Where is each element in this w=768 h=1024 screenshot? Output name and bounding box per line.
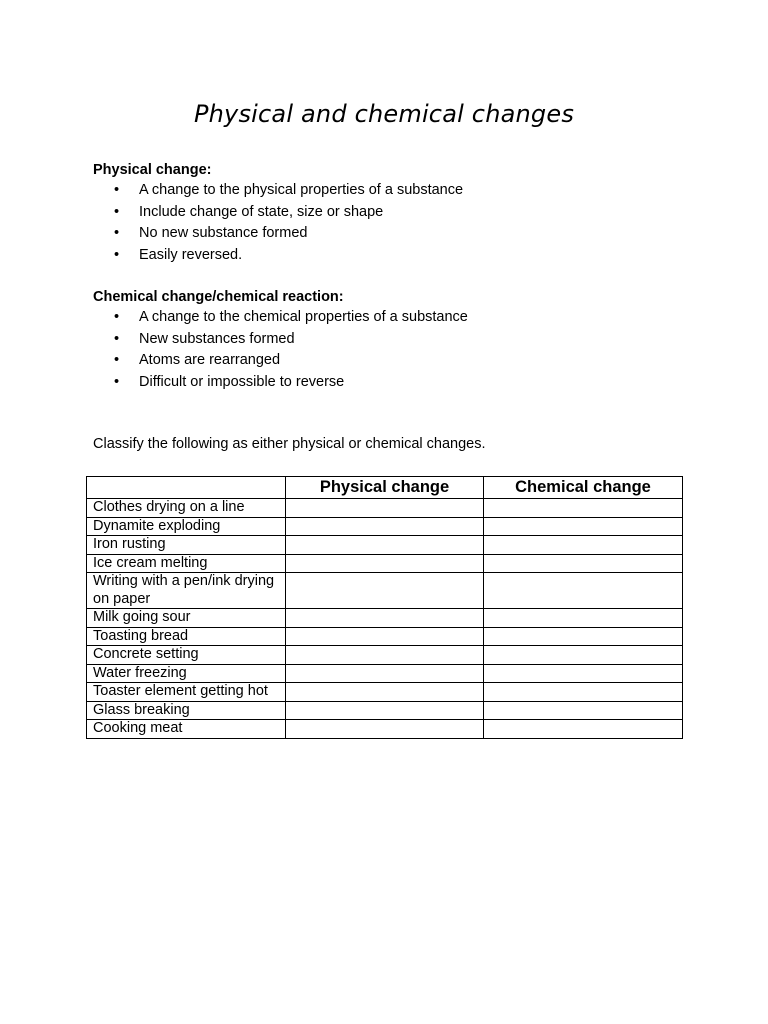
- table-row: [87, 720, 683, 739]
- table-row: [87, 573, 683, 609]
- row-label: Concrete setting: [87, 646, 286, 665]
- bullet-icon: •: [114, 309, 120, 325]
- list-item-text: Include change of state, size or shape: [139, 203, 384, 220]
- bullet-icon: •: [114, 203, 120, 220]
- row-label: Dynamite exploding: [87, 517, 286, 536]
- table-row: [87, 499, 683, 518]
- table-row: [87, 683, 683, 702]
- chemical-answer-cell[interactable]: [484, 664, 683, 683]
- physical-answer-cell[interactable]: [286, 646, 484, 665]
- chemical-answer-cell[interactable]: [484, 646, 683, 665]
- table-row: [87, 609, 683, 628]
- table-row: [87, 701, 683, 720]
- list-item-text: A change to the chemical properties of a substance: [139, 309, 468, 325]
- physical-answer-cell[interactable]: [286, 609, 484, 628]
- chemical-answer-cell[interactable]: [484, 554, 683, 573]
- row-label: Water freezing: [87, 664, 286, 683]
- list-item: [93, 372, 693, 394]
- list-item: [93, 329, 693, 351]
- physical-answer-cell[interactable]: [286, 701, 484, 720]
- instruction-text: Classify the following as either physical or chemical changes.: [93, 436, 486, 452]
- physical-answer-cell[interactable]: [286, 499, 484, 518]
- list-item-text: A change to the physical properties of a substance: [139, 182, 464, 198]
- list-item-text: Atoms are rearranged: [139, 352, 281, 368]
- physical-answer-cell[interactable]: [286, 554, 484, 573]
- list-item: [93, 180, 693, 202]
- chemical-answer-cell[interactable]: [484, 720, 683, 739]
- physical-answer-cell[interactable]: [286, 573, 484, 609]
- list-item: [93, 223, 693, 245]
- chemical-change-list: [93, 307, 693, 393]
- bullet-icon: •: [114, 352, 120, 368]
- physical-answer-cell[interactable]: [286, 664, 484, 683]
- list-item: [93, 245, 693, 267]
- chemical-answer-cell[interactable]: [484, 701, 683, 720]
- physical-change-list: [93, 180, 693, 266]
- table-row: [87, 664, 683, 683]
- row-label: Toaster element getting hot: [87, 683, 286, 702]
- classification-table: [86, 476, 683, 739]
- physical-answer-cell[interactable]: [286, 683, 484, 702]
- chemical-answer-cell[interactable]: [484, 517, 683, 536]
- list-item-text: Easily reversed.: [139, 246, 243, 263]
- list-item: [93, 202, 693, 224]
- bullet-icon: •: [114, 182, 120, 198]
- chemical-answer-cell[interactable]: [484, 627, 683, 646]
- header-chemical-change: Chemical change: [484, 477, 683, 499]
- row-label: Milk going sour: [87, 609, 286, 628]
- table-row: [87, 627, 683, 646]
- table-row: [87, 646, 683, 665]
- row-label: Ice cream melting: [87, 554, 286, 573]
- row-label: Clothes drying on a line: [87, 499, 286, 518]
- row-label: Iron rusting: [87, 536, 286, 555]
- row-label: Toasting bread: [87, 627, 286, 646]
- physical-change-heading: Physical change:: [93, 162, 212, 178]
- table-header-row: [87, 477, 683, 499]
- physical-answer-cell[interactable]: [286, 627, 484, 646]
- list-item-text: No new substance formed: [139, 225, 308, 241]
- table-row: [87, 517, 683, 536]
- physical-answer-cell[interactable]: [286, 720, 484, 739]
- chemical-answer-cell[interactable]: [484, 683, 683, 702]
- chemical-answer-cell[interactable]: [484, 609, 683, 628]
- bullet-icon: •: [114, 246, 120, 263]
- list-item-text: New substances formed: [139, 330, 295, 347]
- chemical-change-heading: Chemical change/chemical reaction:: [93, 289, 344, 305]
- chemical-answer-cell[interactable]: [484, 573, 683, 609]
- physical-change-section: [93, 160, 693, 266]
- chemical-answer-cell[interactable]: [484, 536, 683, 555]
- bullet-icon: •: [114, 225, 120, 241]
- physical-answer-cell[interactable]: [286, 536, 484, 555]
- bullet-icon: •: [114, 330, 120, 347]
- header-physical-change: Physical change: [286, 477, 484, 499]
- bullet-icon: •: [114, 373, 120, 390]
- chemical-change-section: [93, 287, 693, 393]
- row-label: Glass breaking: [87, 701, 286, 720]
- row-label: Cooking meat: [87, 720, 286, 739]
- physical-answer-cell[interactable]: [286, 517, 484, 536]
- list-item: [93, 307, 693, 329]
- row-label: Writing with a pen/ink drying on paper: [87, 573, 286, 609]
- header-blank-cell: [87, 477, 286, 499]
- chemical-answer-cell[interactable]: [484, 499, 683, 518]
- list-item-text: Difficult or impossible to reverse: [139, 373, 345, 390]
- list-item: [93, 350, 693, 372]
- table-row: [87, 554, 683, 573]
- page-title: Physical and chemical changes: [193, 100, 575, 128]
- table-row: [87, 536, 683, 555]
